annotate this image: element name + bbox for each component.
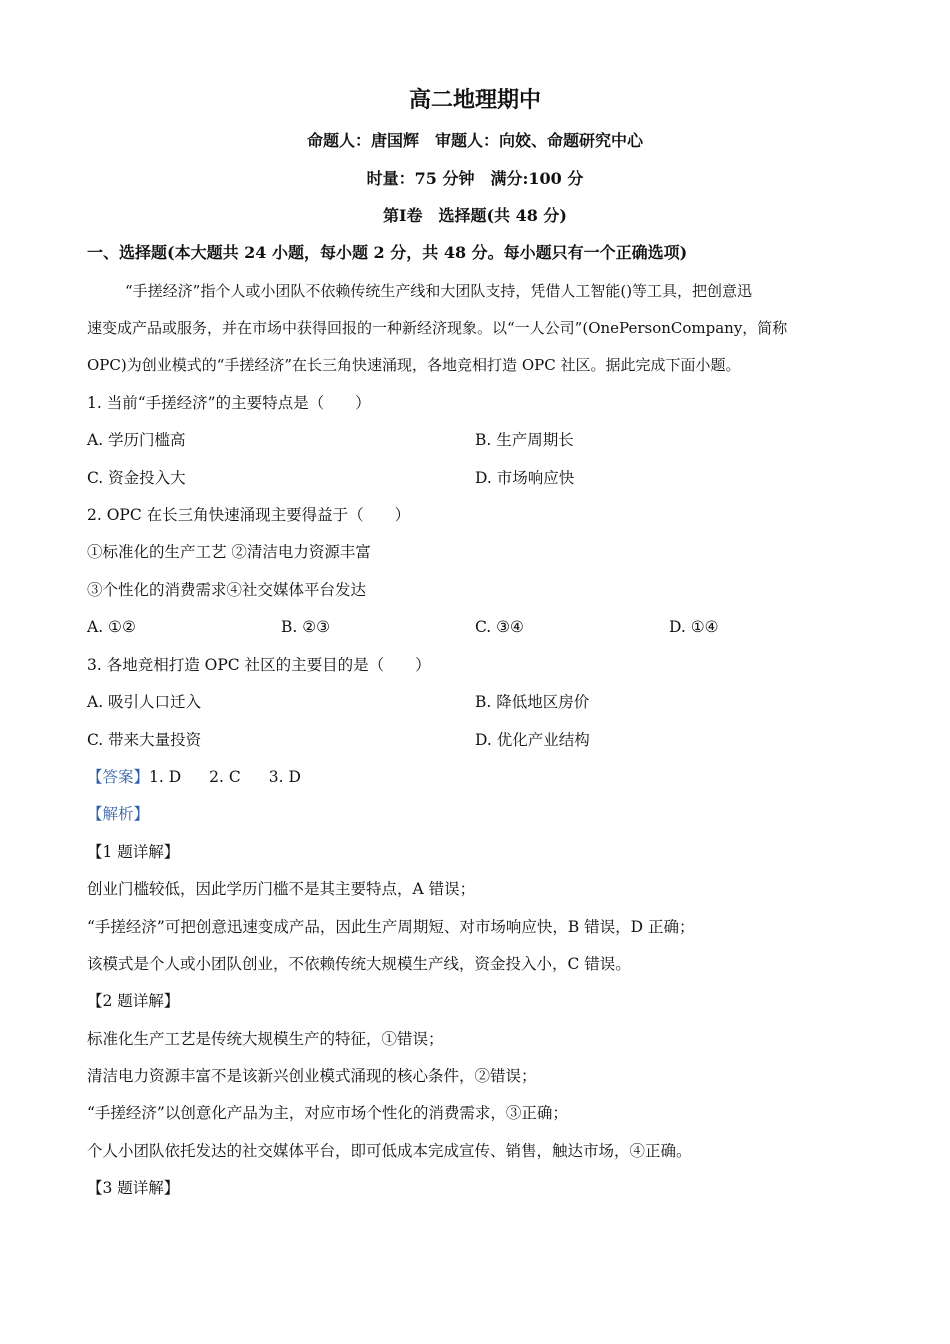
option-c: C. 带来大量投资 (87, 731, 202, 749)
answer-label: 【答案】 (87, 768, 150, 786)
answer-item: 2. C (209, 768, 241, 786)
section-heading: 一、选择题(本大题共 24 小题，每小题 2 分，共 48 分。每小题只有一个正确选项) (87, 243, 688, 262)
statement-line: ③个性化的消费需求④社交媒体平台发达 (87, 581, 367, 599)
q1-detail-heading: 【1 题详解】 (87, 843, 180, 861)
analysis-line: 创业门槛较低，因此学历门槛不是其主要特点，A 错误； (87, 880, 476, 898)
option-b: B. ②③ (281, 618, 331, 636)
material-line: OPC)为创业模式的“手搓经济”在长三角快速涌现，各地竞相打造 OPC 社区。据此完成下面小题。 (87, 356, 741, 374)
question-stem: 1. 当前“手搓经济”的主要特点是（ ） (87, 394, 371, 412)
option-b: B. 生产周期长 (475, 431, 574, 449)
analysis-line: “手搓经济”可把创意迅速变成产品，因此生产周期短、对市场响应快，B 错误，D 正确； (87, 918, 695, 936)
analysis-label: 【解析】 (87, 805, 150, 823)
option-a: A. 学历门槛高 (87, 431, 186, 449)
q2-detail-heading: 【2 题详解】 (87, 992, 180, 1010)
option-c: C. ③④ (475, 618, 524, 636)
question-stem: 2. OPC 在长三角快速涌现主要得益于（ ） (87, 506, 411, 524)
part-heading: 第Ⅰ卷 选择题(共 48 分) (382, 206, 568, 225)
analysis-line: 标准化生产工艺是传统大规模生产的特征，①错误； (87, 1030, 444, 1048)
option-a: A. ①② (87, 618, 136, 636)
page-title: 高二地理期中 (408, 87, 541, 113)
q3-detail-heading: 【3 题详解】 (87, 1179, 180, 1197)
option-b: B. 降低地区房价 (475, 693, 590, 711)
answer-item: 3. D (268, 768, 301, 786)
option-d: D. ①④ (669, 618, 719, 636)
analysis-line: “手搓经济”以创意化产品为主，对应市场个性化的消费需求，③正确； (87, 1104, 568, 1122)
answer-item: 1. D (149, 768, 182, 786)
material-line: “手搓经济”指个人或小团队不依赖传统生产线和大团队支持，凭借人工智能()等工具，把创意迅 (125, 282, 753, 300)
authors-line: 命题人：唐国辉 审题人：向姣、命题研究中心 (306, 131, 643, 150)
question-stem: 3. 各地竞相打造 OPC 社区的主要目的是（ ） (87, 656, 431, 674)
option-c: C. 资金投入大 (87, 469, 186, 487)
analysis-line: 个人小团队依托发达的社交媒体平台，即可低成本完成宣传、销售，触达市场，④正确。 (87, 1142, 692, 1160)
answer-line (87, 767, 329, 787)
analysis-line: 该模式是个人或小团队创业，不依赖传统大规模生产线，资金投入小，C 错误。 (87, 955, 631, 973)
time-score-line: 时量：75 分钟 满分:100 分 (366, 169, 584, 188)
material-line: 速变成产品或服务，并在市场中获得回报的一种新经济现象。以“一人公司”(OnePersonCompany，简称 (87, 319, 788, 337)
option-a: A. 吸引人口迁入 (87, 693, 202, 711)
statement-line: ①标准化的生产工艺 ②清洁电力资源丰富 (87, 543, 371, 561)
option-d: D. 优化产业结构 (475, 731, 590, 749)
analysis-line: 清洁电力资源丰富不是该新兴创业模式涌现的核心条件，②错误； (87, 1067, 537, 1085)
option-d: D. 市场响应快 (475, 469, 575, 487)
